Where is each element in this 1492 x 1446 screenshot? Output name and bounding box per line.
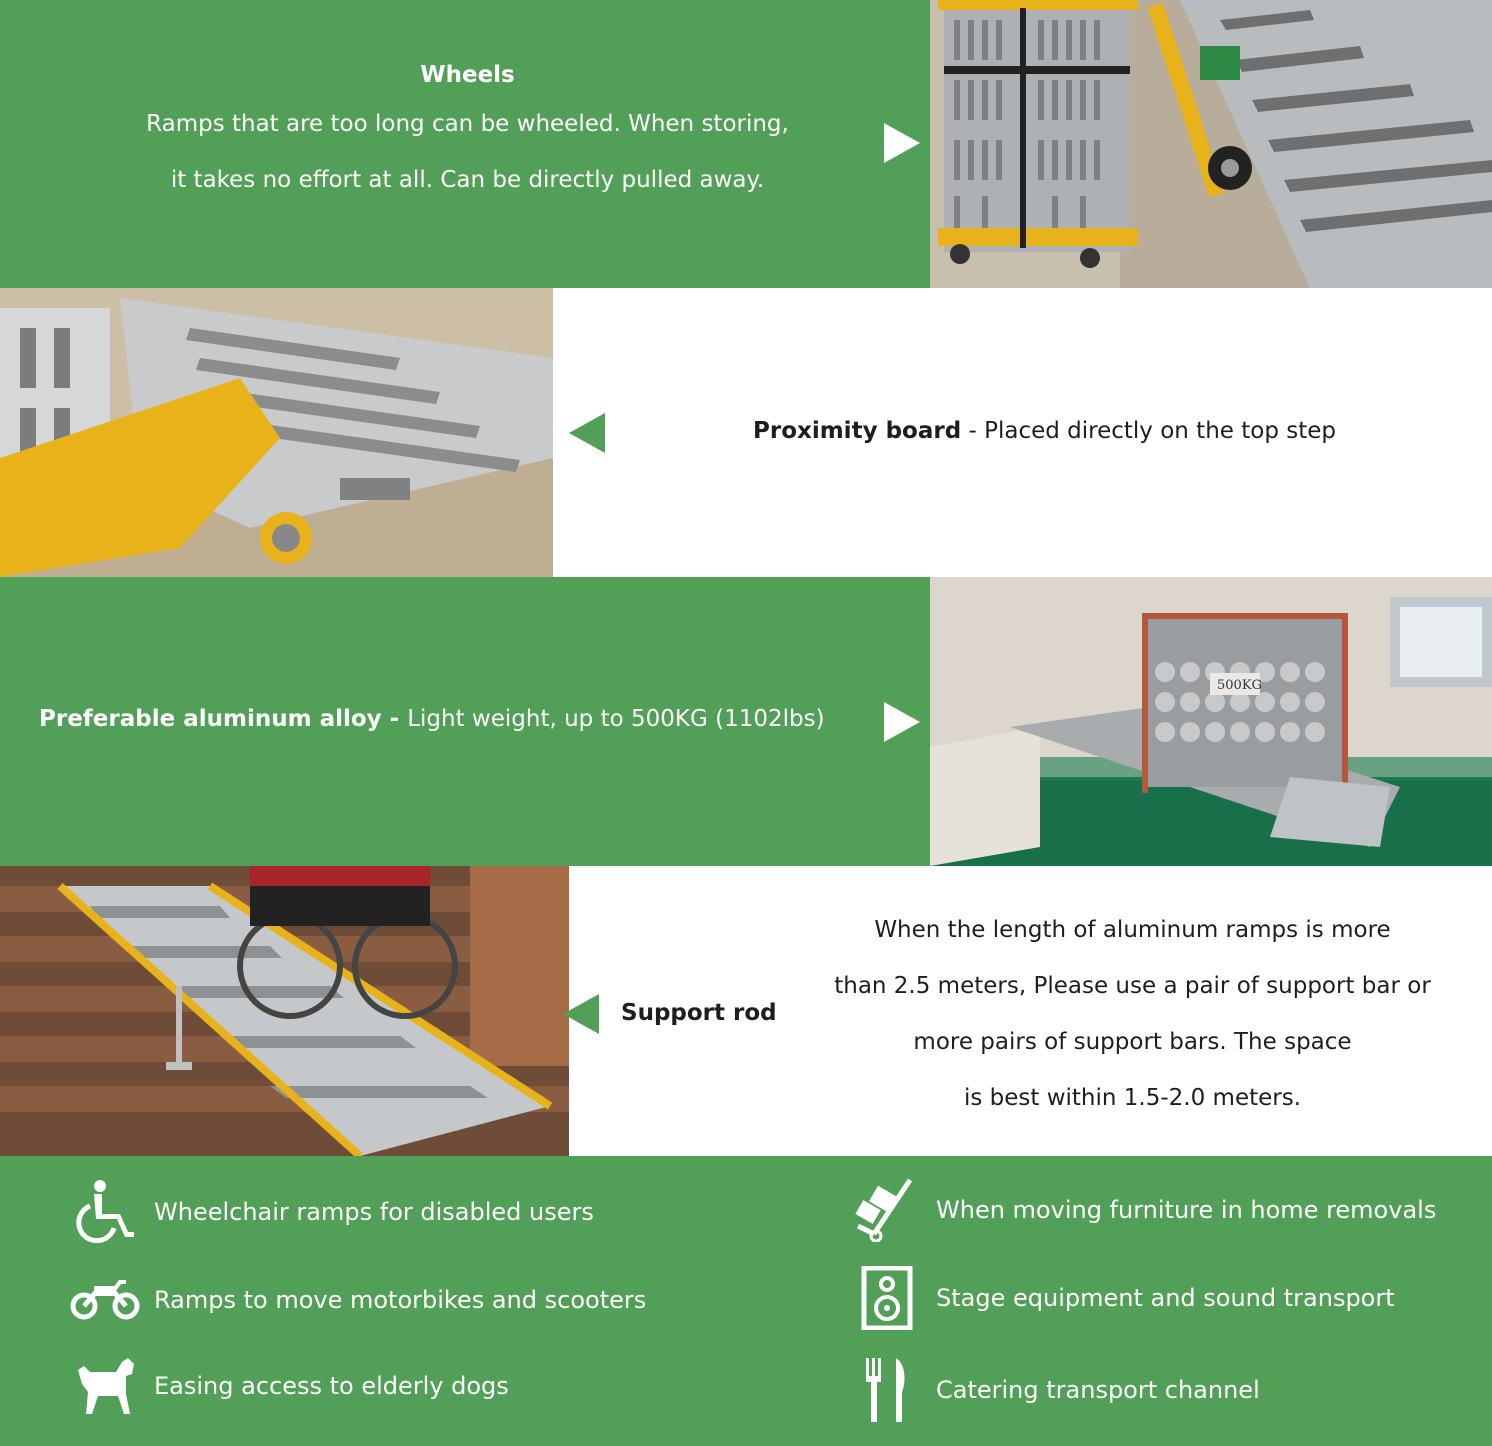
support-title-text: Support rod — [621, 1000, 777, 1026]
alloy-desc: Light weight, up to 500KG (1102lbs) — [407, 706, 825, 732]
proximity-text — [753, 418, 1336, 444]
feature-label: Catering transport channel — [936, 1376, 1260, 1404]
feature-label: Ramps to move motorbikes and scooters — [154, 1286, 647, 1314]
feature-hand-truck — [852, 1178, 1436, 1242]
wheelchair-icon — [70, 1180, 140, 1244]
wheels-line-2: it takes no effort at all. Can be directly pulled away. — [170, 167, 765, 193]
feature-catering — [852, 1358, 1260, 1422]
weight-label: 500KG — [1217, 678, 1262, 693]
proximity-title: Proximity board — [753, 418, 962, 444]
arrow-left-icon — [569, 413, 605, 453]
wheels-text — [60, 62, 875, 208]
support-photo — [0, 866, 569, 1156]
alloy-title: Preferable aluminum alloy - — [39, 706, 408, 732]
alloy-text — [39, 706, 825, 732]
motorbike-icon — [70, 1268, 140, 1332]
speaker-icon — [852, 1266, 922, 1330]
fork-knife-icon — [852, 1358, 922, 1422]
dog-icon — [70, 1354, 140, 1418]
arrow-left-icon — [563, 994, 599, 1034]
feature-speaker — [852, 1266, 1395, 1330]
proximity-photo — [0, 288, 553, 577]
feature-label: Wheelchair ramps for disabled users — [154, 1198, 594, 1226]
wheels-photo — [930, 0, 1492, 288]
support-line-1: When the length of aluminum ramps is more — [874, 917, 1391, 943]
hand-truck-icon — [852, 1178, 922, 1242]
feature-label: Stage equipment and sound transport — [936, 1284, 1395, 1312]
alloy-section — [0, 577, 1492, 866]
feature-wheelchair — [70, 1180, 594, 1244]
arrow-right-icon — [884, 123, 920, 163]
wheels-line-1: Ramps that are too long can be wheeled. When storing, — [146, 111, 789, 137]
arrow-right-icon — [884, 702, 920, 742]
feature-dog — [70, 1354, 509, 1418]
feature-label: When moving furniture in home removals — [936, 1196, 1437, 1224]
support-line-4: is best within 1.5-2.0 meters. — [963, 1085, 1302, 1111]
wheels-title: Wheels — [420, 62, 515, 88]
support-line-2: than 2.5 meters, Please use a pair of support bar or — [834, 973, 1431, 999]
proximity-section — [0, 288, 1492, 577]
feature-label: Easing access to elderly dogs — [154, 1372, 509, 1400]
support-section — [0, 866, 1492, 1156]
features-section — [0, 1156, 1492, 1446]
alloy-photo — [930, 577, 1492, 866]
wheels-section — [0, 0, 1492, 288]
support-desc — [800, 902, 1465, 1126]
support-title — [621, 1000, 777, 1026]
proximity-desc: - Placed directly on the top step — [961, 418, 1336, 444]
support-line-3: more pairs of support bars. The space — [913, 1029, 1352, 1055]
feature-motorbike — [70, 1268, 646, 1332]
